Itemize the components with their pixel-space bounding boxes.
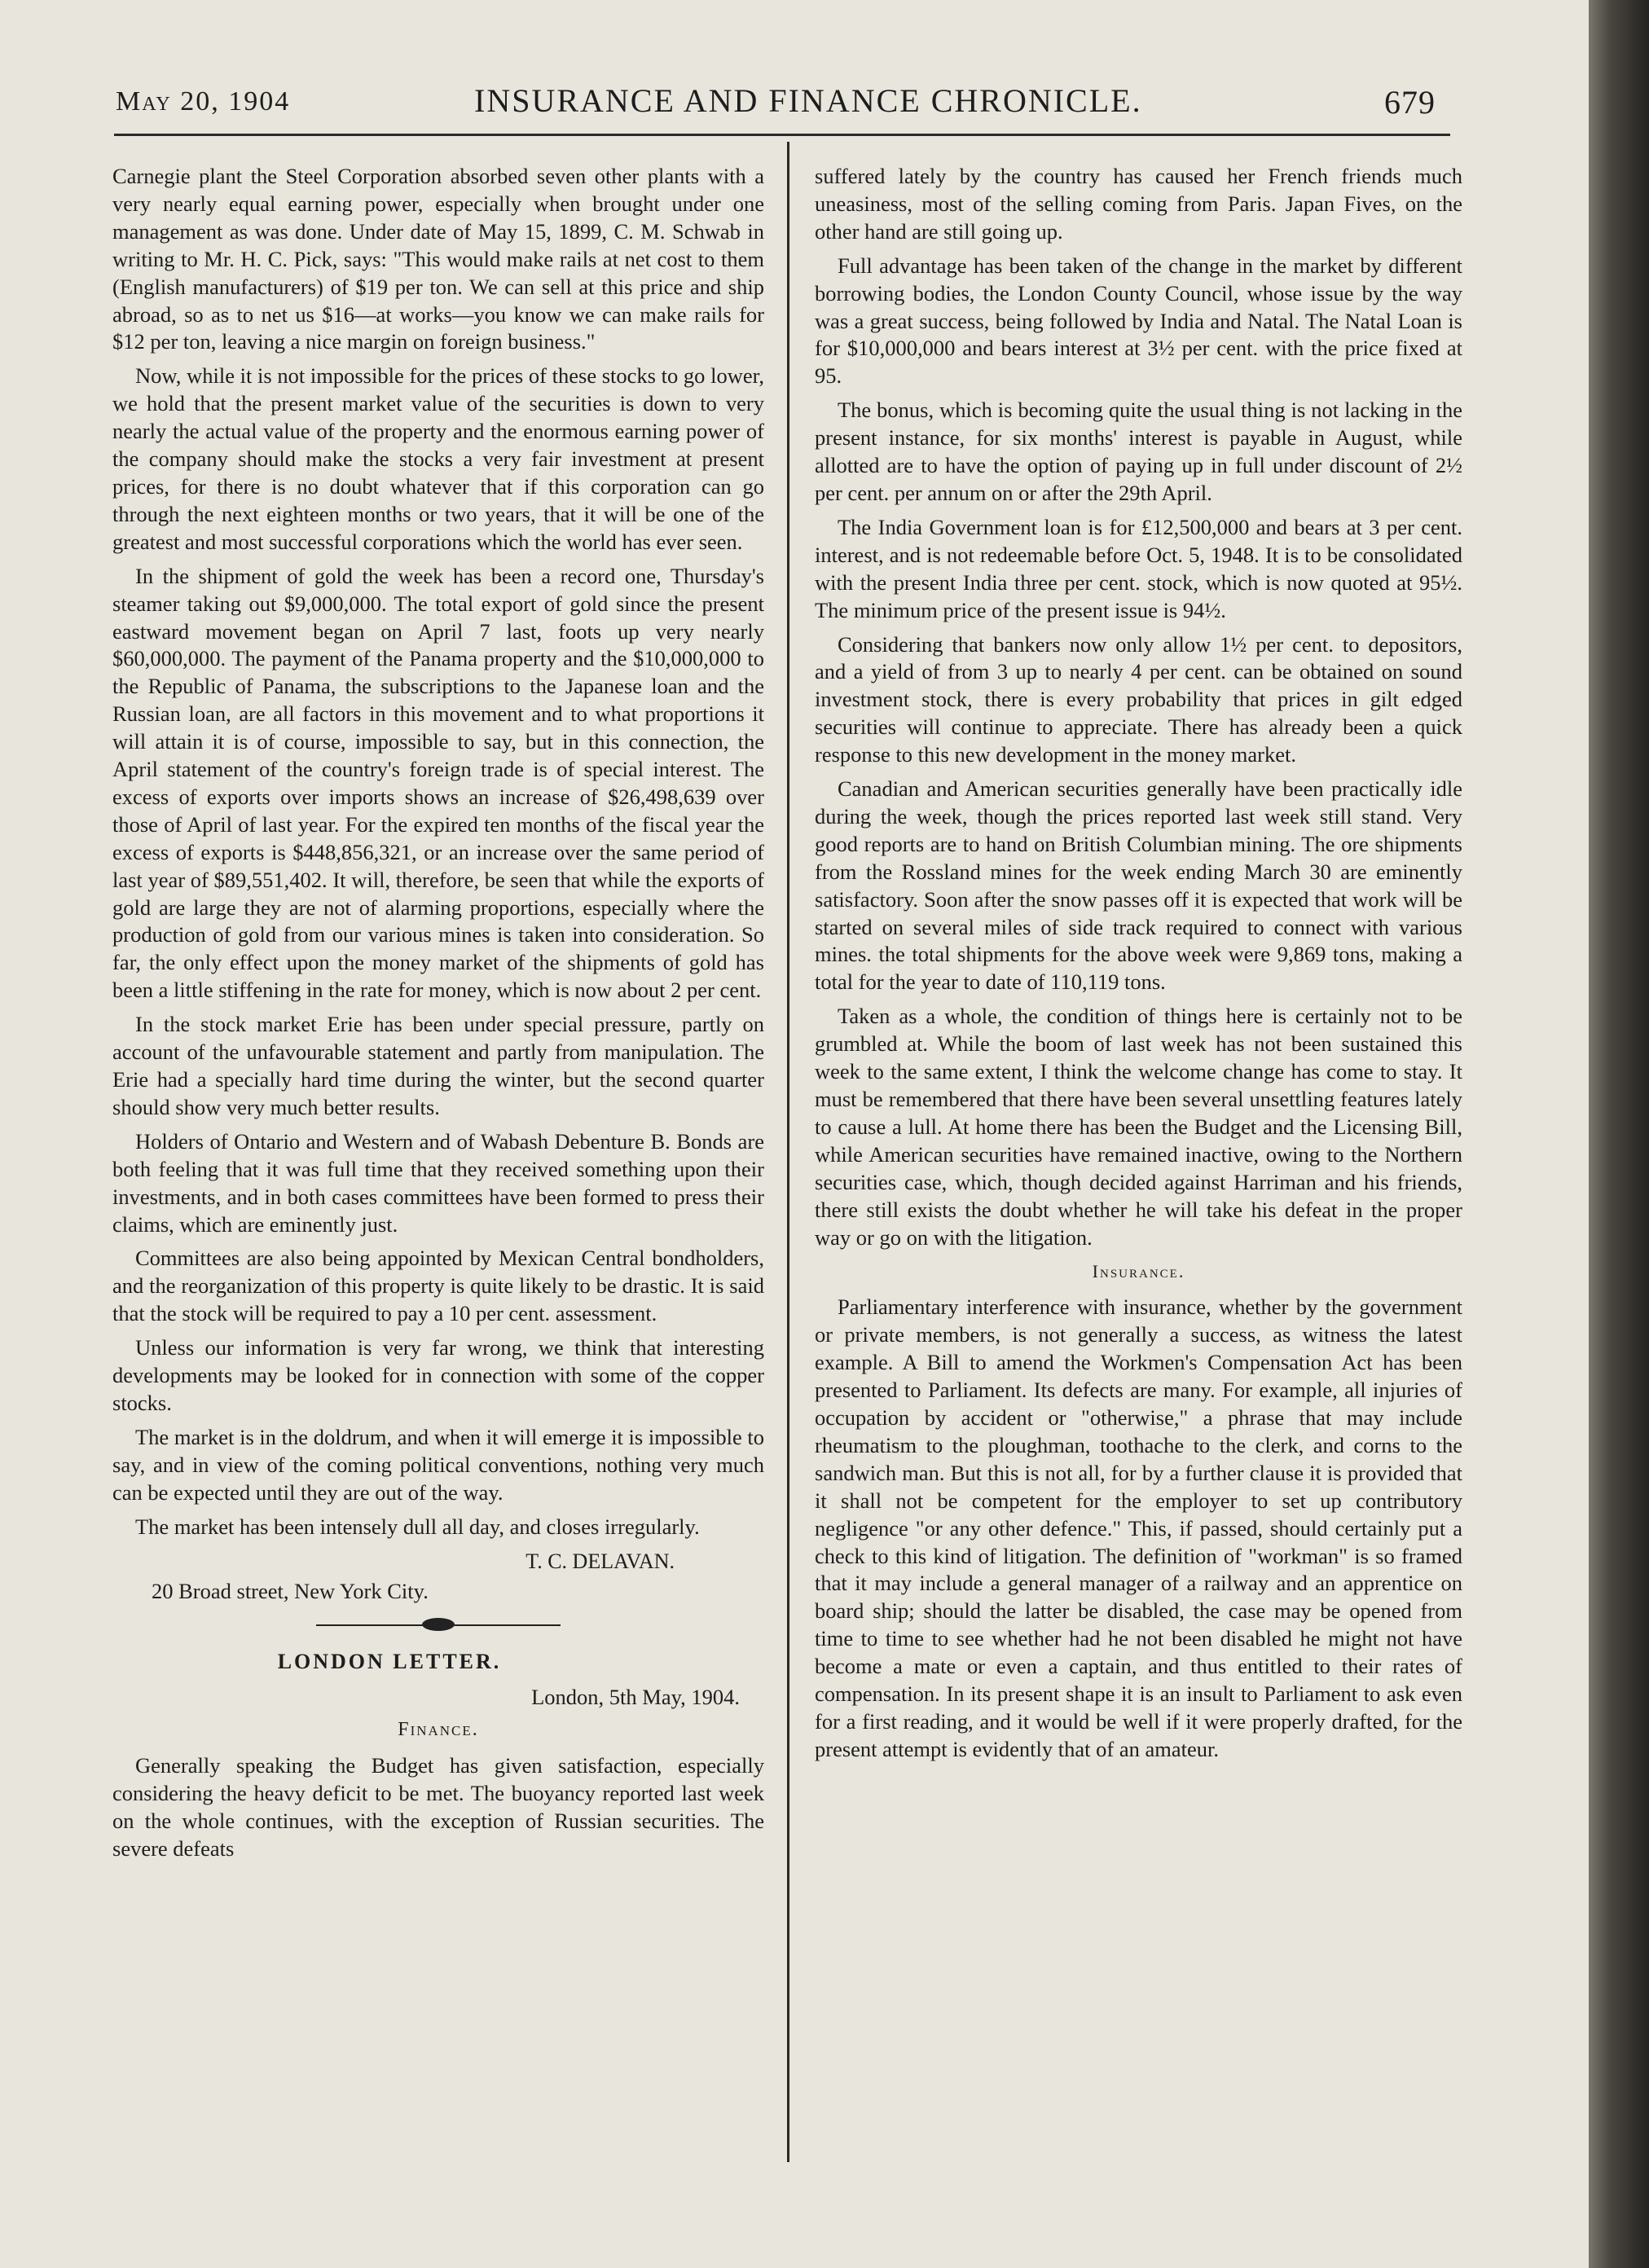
paragraph: Now, while it is not impossible for the prices of these stocks to go lower, we hold that the present market value of the securities is down to very nearly the actual value of the property and the enormous earning power of the company should make the stocks a very fair investment at present prices, for there is no doubt whatever that if this corporation can go through the next eighteen months or two years, that it will be one of the greatest and most successful corporations which the world has ever seen. bbox=[112, 363, 764, 554]
section-ornament bbox=[316, 1617, 561, 1633]
paragraph: suffered lately by the country has caused her French friends much uneasiness, most of the selling coming from Paris. Japan Fives, on the other hand are still going up. bbox=[815, 164, 1462, 244]
finance-subheading: Finance. bbox=[398, 1719, 479, 1741]
issue-date: May 20, 1904 bbox=[116, 86, 291, 116]
london-letter-title: LONDON LETTER. bbox=[277, 1650, 502, 1674]
author-signature: T. C. DELAVAN. bbox=[525, 1549, 675, 1573]
paragraph: Full advantage has been taken of the change in the market by different borrowing bodies, the London County Council, whose issue by the way was a great success, being followed by India and Natal. The Natal Loan is for $10,000,000 and bears interest at 3½ per cent. with the price fixed at 95. bbox=[815, 253, 1462, 389]
paragraph: Unless our information is very far wrong, we think that interesting developments may be looked for in connection with some of the copper stocks. bbox=[112, 1335, 764, 1415]
paragraph: Parliamentary interference with insurance, whether by the government or private members, is not generally a success, as witness the latest example. A Bill to amend the Workmen's Compensation Act has been presented to Parliament. Its defects are many. For example, all injuries of occupation by accident or "otherwise," a phrase that may include rheumatism to the ploughman, toothache to the clerk, and corns to the sandwich man. But this is not all, for by a further clause it is provided that it shall not be competent for the employer to set up contributory negligence "or any other defence." This, if passed, should certainly put a check to this kind of litigation. The definition of "workman" is so framed that it may include a general manager of a railway and an apprentice on board ship; should the latter be disabled, the case may be opened from time to time to see whether had he not been disabled he might not have become a mate or even a captain, and thus entitled to their rates of compensation. In its present shape it is an insult to Parliament to ask even for a first reading, and it would be well if it were properly drafted, for the present attempt is evidently that of an amateur. bbox=[815, 1294, 1462, 1761]
paragraph: In the shipment of gold the week has been a record one, Thursday's steamer taking out $9,000,000. The total export of gold since the present eastward movement began on April 7 last, foots up very nearly $60,000,000. The payment of the Panama property and the $10,000,000 to the Republic of Panama, the subscriptions to the Japanese loan and the Russian loan, are all factors in this movement and to what proportions it will attain it is of course, impossible to say, but in this connection, the April statement of the country's foreign trade is of special interest. The excess of exports over imports shows an increase of $26,498,639 over those of April of last year. For the expired ten months of the fiscal year the excess of exports is $448,856,321, or an increase over the same period of last year of $89,551,402. It will, therefore, be seen that while the exports of gold are large they are not of alarming proportions, especially where the production of gold from our various mines is taken into consideration. So far, the only effect upon the money market of the shipments of gold has been a little stiffening in the rate for money, which is now about 2 per cent. bbox=[112, 563, 764, 1003]
paragraph: The bonus, which is becoming quite the usual thing is not lacking in the present instance, for six months' interest is payable in August, while allotted are to have the option of paying up in full under discount of 2½ per cent. per annum on or after the 29th April. bbox=[815, 398, 1462, 505]
page-header bbox=[116, 81, 1436, 130]
column-divider bbox=[787, 142, 789, 2162]
paragraph: Committees are also being appointed by Mexican Central bondholders, and the reorganization of this property is quite likely to be drastic. It is said that the stock will be required to pay a 10 per cent. assessment. bbox=[112, 1246, 764, 1326]
paragraph: The market is in the doldrum, and when it will emerge it is impossible to say, and in view of the coming political conventions, nothing very much can be expected until they are out of the way. bbox=[112, 1424, 764, 1505]
paragraph: Considering that bankers now only allow 1½ per cent. to depositors, and a yield of from 3 up to nearly 4 per cent. can be obtained on sound investment stock, there is every probability that prices in gilt edged securities will continue to appreciate. There has already been a quick response to this new development in the money market. bbox=[815, 631, 1462, 767]
page-number: 679 bbox=[1384, 84, 1436, 121]
book-spine-shadow bbox=[1589, 0, 1649, 2268]
paragraph: The India Government loan is for £12,500,000 and bears at 3 per cent. interest, and is not redeemable before Oct. 5, 1948. It is to be consolidated with the present India three per cent. stock, which is now quoted at 95½. The minimum price of the present issue is 94½. bbox=[815, 514, 1462, 622]
paragraph: Holders of Ontario and Western and of Wabash Debenture B. Bonds are both feeling that it was full time that they received something upon their investments, and in both cases committees have been formed to press their claims, which are eminently just. bbox=[112, 1128, 764, 1237]
paragraph: The market has been intensely dull all day, and closes irregularly. bbox=[135, 1514, 700, 1539]
paragraph: Generally speaking the Budget has given satisfaction, especially considering the heavy deficit to be met. The buoyancy reported last week on the whole continues, with the exception of Russian securities. The severe defeats bbox=[112, 1753, 764, 1861]
paragraph: In the stock market Erie has been under special pressure, partly on account of the unfavourable statement and partly from manipulation. The Erie had a specially hard time during the winter, but the second quarter should show very much better results. bbox=[112, 1012, 764, 1119]
paragraph: Canadian and American securities generally have been practically idle during the week, though the prices reported last week still stand. Very good reports are to hand on British Columbian mining. The ore shipments from the Rossland mines for the week ending March 30 are eminently satisfactory. Soon after the snow passes off it is expected that work will be started on several miles of side track required to connect with various mines. the total shipments for the above week were 9,869 tons, making a total for the year to date of 110,119 tons. bbox=[815, 776, 1462, 995]
publication-title: INSURANCE AND FINANCE CHRONICLE. bbox=[474, 82, 1142, 119]
paragraph: Carnegie plant the Steel Corporation absorbed seven other plants with a very nearly equal earning power, especially when brought under one management as was done. Under date of May 15, 1899, C. M. Schwab in writing to Mr. H. C. Pick, says: "This would make rails at net cost to them (English manufacturers) of $19 per ton. We can sell at this price and ship abroad, so as to net us $16—at works—you know we can make rails for $12 per ton, leaving a nice margin on foreign business." bbox=[112, 164, 764, 354]
insurance-subheading: Insurance. bbox=[1092, 1261, 1185, 1282]
london-dateline: London, 5th May, 1904. bbox=[531, 1685, 740, 1710]
left-column bbox=[112, 163, 764, 1870]
header-rule bbox=[114, 134, 1450, 136]
right-column bbox=[815, 163, 1462, 1770]
paragraph: Taken as a whole, the condition of things here is certainly not to be grumbled at. While the boom of last week has not been sustained this week to the same extent, I think the welcome change has come to stay. It must be remembered that there have been several unsettling features lately to cause a lull. At home there has been the Budget and the Licensing Bill, while American securities have remained inactive, owing to the Northern securities case, which, though decided against Harriman and his friends, there still exists the doubt whether he will take his defeat in the proper way or go on with the litigation. bbox=[815, 1004, 1462, 1250]
author-address: 20 Broad street, New York City. bbox=[152, 1579, 429, 1604]
